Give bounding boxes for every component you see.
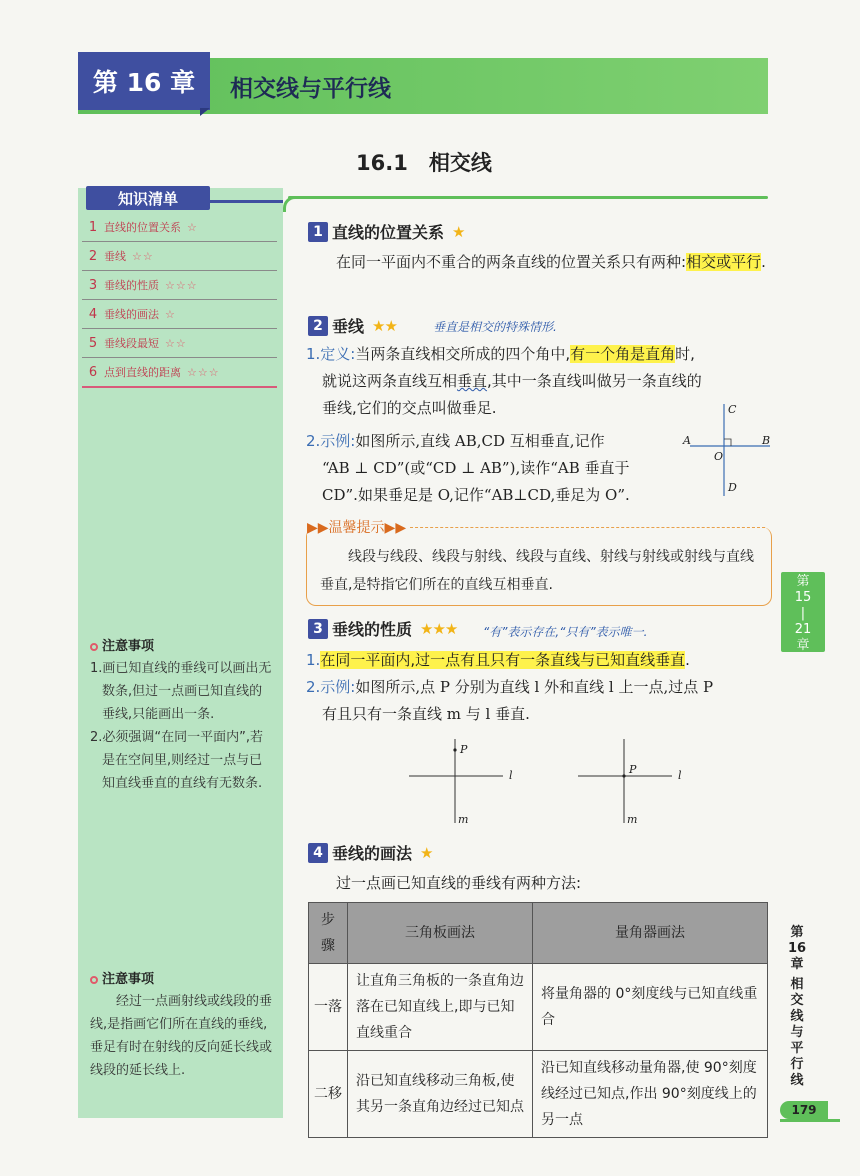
table-cell: 一落 <box>309 964 348 1051</box>
star-icon: ☆ <box>187 220 198 234</box>
knowledge-item <box>82 300 277 329</box>
tip-text: 线段与线段、线段与射线、线段与直线、射线与射线或射线与直线垂直,是特指它们所在的直线互相垂直. <box>320 549 754 593</box>
knowledge-list-rule <box>208 200 283 203</box>
knowledge-item <box>82 242 277 271</box>
chapter-number: 第 16 章 <box>78 52 210 110</box>
heading-number: 4 <box>308 843 328 863</box>
bullet-icon <box>90 643 98 651</box>
chapter-range-tab: 第 15 | 21 章 <box>781 572 825 652</box>
s1-text: 在同一平面内不重合的两条直线的位置关系只有两种:相交或平行. <box>336 253 766 271</box>
star-icon: ★ <box>452 222 465 241</box>
knowledge-item-label: 垂线段最短 <box>104 337 159 350</box>
figure-label-m: m <box>458 813 469 826</box>
star-icon: ★★★ <box>420 619 458 638</box>
handwritten-note: “有”表示存在,“只有”表示唯一. <box>483 625 648 639</box>
main-column-rule <box>288 196 768 199</box>
figure-label-P: P <box>460 743 468 756</box>
knowledge-item <box>82 213 277 242</box>
double-arrow-icon: ▶▶ <box>384 520 407 536</box>
knowledge-item-num: 1 <box>88 219 98 235</box>
s3-property: 1.在同一平面内,过一点有且只有一条直线与已知直线垂直. 2.示例:如图所示,点 P 分别为直线 l 外和直线 l 上一点,过点 P 有且只有一条直线 m 与 l 垂直. <box>306 651 714 723</box>
heading-s2: 2 垂线 ★★ <box>308 314 397 337</box>
knowledge-item-label: 点到直线的距离 <box>104 366 181 379</box>
star-icon: ☆☆☆ <box>187 365 220 379</box>
heading-number: 3 <box>308 619 328 639</box>
heading-number: 2 <box>308 316 328 336</box>
highlight: 相交或平行 <box>686 253 762 271</box>
knowledge-item-num: 6 <box>88 364 98 380</box>
heading-s3: 3 垂线的性质 ★★★ <box>308 617 457 640</box>
note-heading: 注意事项 <box>90 635 154 654</box>
drawing-methods-table <box>308 902 768 1138</box>
star-icon: ★ <box>420 843 433 862</box>
table-header: 步骤 <box>309 903 348 964</box>
knowledge-item-label: 直线的位置关系 <box>104 221 181 234</box>
highlight: 有一个角是直角 <box>570 345 676 363</box>
table-cell: 沿已知直线移动三角板,使其另一条直角边经过已知点 <box>348 1051 533 1138</box>
handwritten-note: 垂直是相交的特殊情形. <box>433 320 557 334</box>
knowledge-item-num: 5 <box>88 335 98 351</box>
table-cell: 将量角器的 0°刻度线与已知直线重合 <box>533 964 768 1051</box>
note-line: 经过一点画射线或线段的垂线,是指画它们所在直线的垂线,垂足有时在射线的反向延长线或线段的延长线上. <box>90 994 273 1078</box>
page-number: 179 <box>780 1101 828 1119</box>
knowledge-item-label: 垂线的性质 <box>104 279 159 292</box>
s4-intro: 过一点画已知直线的垂线有两种方法: <box>336 874 582 892</box>
star-icon: ☆☆ <box>165 336 187 350</box>
s2-example: 2.示例:如图所示,直线 AB,CD 互相垂直,记作 “AB ⊥ CD”(或“CD ⊥ AB”),读作“AB 垂直于 CD”.如果垂足是 O,记作“AB⊥CD,垂足为 O”. <box>306 432 630 504</box>
bullet-icon <box>90 976 98 984</box>
knowledge-item-label: 垂线 <box>104 250 126 263</box>
heading-s4: 4 垂线的画法 ★ <box>308 841 432 864</box>
figure-label-l: l <box>509 769 513 782</box>
figure-label-P: P <box>629 763 637 776</box>
chapter-number-fold <box>200 108 210 116</box>
star-icon: ☆☆☆ <box>165 278 198 292</box>
knowledge-item-label: 垂线的画法 <box>104 308 159 321</box>
note-body <box>90 657 275 795</box>
knowledge-item <box>82 329 277 358</box>
knowledge-item <box>82 358 277 388</box>
table-cell: 让直角三角板的一条直角边落在已知直线上,即与已知直线重合 <box>348 964 533 1051</box>
figure-label-A: A <box>683 434 691 447</box>
s2-definition: 1.定义:当两条直线相交所成的四个角中,有一个角是直角时, 就说这两条直线互相垂直,其中一条直线叫做另一条直线的 垂线,它们的交点叫做垂足. <box>306 345 702 417</box>
table-cell: 沿已知直线移动量角器,使 90°刻度线经过已知点,作出 90°刻度线上的另一点 <box>533 1051 768 1138</box>
table-cell: 二移 <box>309 1051 348 1138</box>
star-icon: ☆☆ <box>132 249 154 263</box>
table-header: 三角板画法 <box>348 903 533 964</box>
figure-label-m: m <box>627 813 638 826</box>
star-icon: ★★ <box>372 316 397 335</box>
heading-s1: 1 直线的位置关系 ★ <box>308 220 464 243</box>
table-header-row <box>309 903 768 964</box>
highlight: 在同一平面内,过一点有且只有一条直线与已知直线垂直 <box>320 651 686 669</box>
figure-p-on-l <box>574 735 694 827</box>
figure-label-O: O <box>714 450 724 463</box>
table-header: 量角器画法 <box>533 903 768 964</box>
note-body <box>90 990 275 1082</box>
figure-p-outside-l <box>405 735 525 827</box>
table-row <box>309 964 768 1051</box>
section-title: 16.1 相交线 <box>356 151 492 175</box>
figure-perpendicular-ab-cd <box>680 400 775 500</box>
note-heading: 注意事项 <box>90 968 154 987</box>
note-line: 1.画已知直线的垂线可以画出无数条,但过一点画已知直线的垂线,只能画出一条. <box>90 661 272 722</box>
main-column-corner <box>283 196 297 212</box>
vertical-chapter-label: 第 16 章 相 交 线 与 平 行 线 <box>788 925 807 1088</box>
figure-label-B: B <box>762 434 771 447</box>
knowledge-item-num: 2 <box>88 248 98 264</box>
figure-label-l: l <box>678 769 682 782</box>
figure-label-D: D <box>728 481 737 494</box>
table-row <box>309 1051 768 1138</box>
knowledge-item-num: 3 <box>88 277 98 293</box>
note-line: 2.必须强调“在同一平面内”,若是在空间里,则经过一点与已知直线垂直的直线有无数条. <box>90 730 264 791</box>
chapter-title: 相交线与平行线 <box>230 76 391 102</box>
tip-dash <box>405 527 765 528</box>
double-arrow-icon: ▶▶ <box>307 520 329 536</box>
page-number-rule <box>780 1119 840 1122</box>
heading-number: 1 <box>308 222 328 242</box>
star-icon: ☆ <box>165 307 176 321</box>
knowledge-list-heading: 知识清单 <box>86 186 210 210</box>
tip-label: ▶▶温馨提示▶▶ <box>307 517 410 537</box>
figure-label-C: C <box>728 403 737 416</box>
knowledge-item <box>82 271 277 300</box>
knowledge-list <box>82 213 277 388</box>
knowledge-item-num: 4 <box>88 306 98 322</box>
